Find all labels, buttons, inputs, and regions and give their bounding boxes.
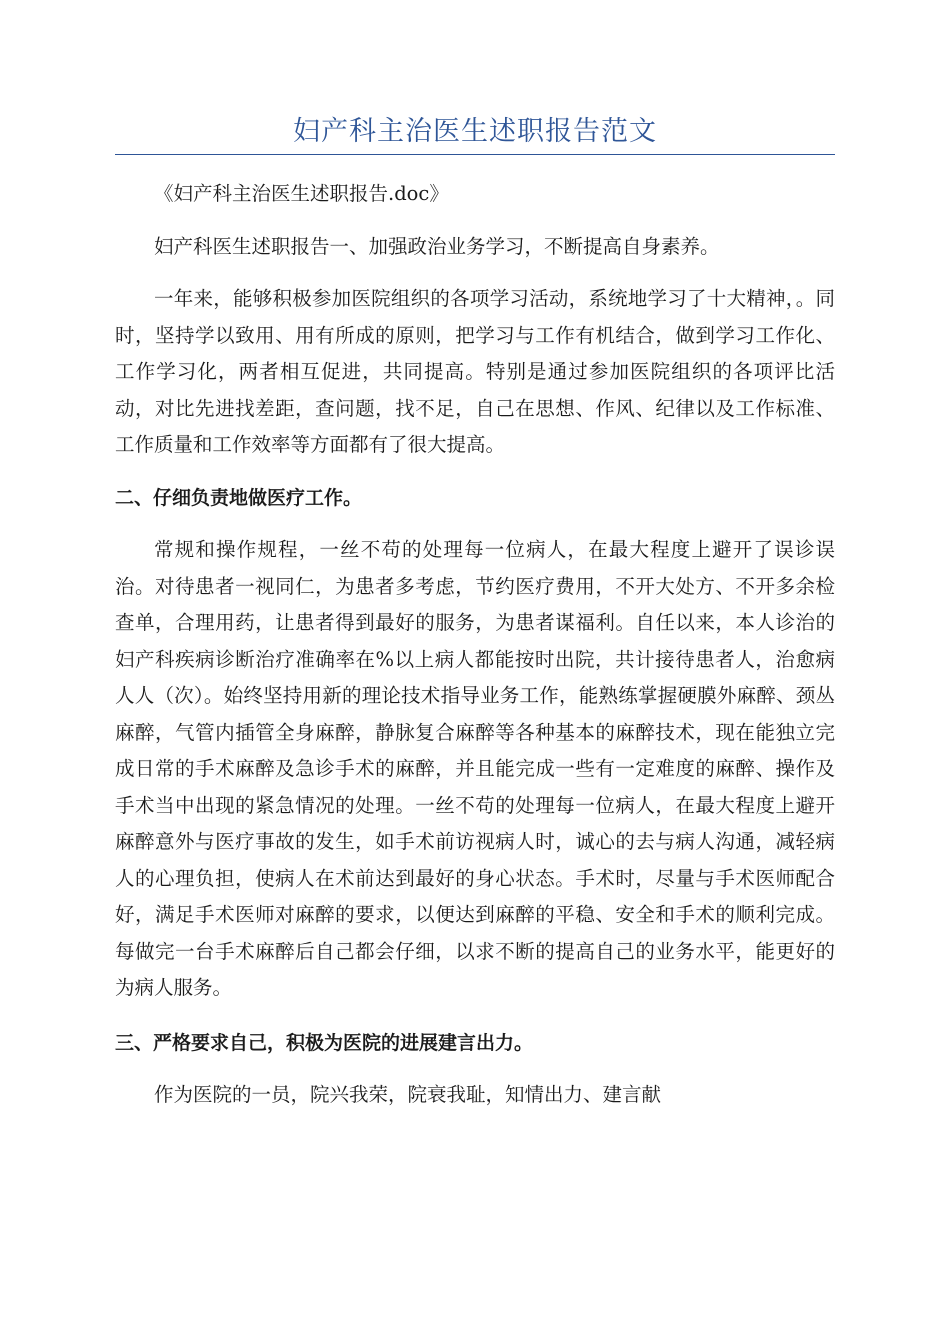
document-title: 妇产科主治医生述职报告范文 [293,116,657,147]
section-heading-medical-work: 二、仔细负责地做医疗工作。 [115,486,363,509]
intro-paragraph: 妇产科医生述职报告一、加强政治业务学习，不断提高自身素养。 [154,234,720,258]
paragraph-medical-work: 常规和操作规程，一丝不苟的处理每一位病人，在最大程度上避开了误诊误治。对待患者一视同仁，为患者多考虑，节约医疗费用，不开大处方、不开多余检查单，合理用药，让患者得到最好的服务，为患者谋福利。自任以来，本人诊治的妇产科疾病诊断治疗准确率在%以上病人都能按时出院，共计接待患者人，治愈病人人（次）。始终坚持用新的理论技术指导业务工作，能熟练掌握硬膜外麻醉、颈丛麻醉，气管内插管全身麻醉，静脉复合麻醉等各种基本的麻醉技术，现在能独立完成日常的手术麻醉及急诊手术的麻醉，并且能完成一些有一定难度的麻醉、操作及手术当中出现的紧急情况的处理。一丝不苟的处理每一位病人，在最大程度上避开麻醉意外与医疗事故的发生，如手术前访视病人时，诚心的去与病人沟通，减轻病人的心理负担，使病人在术前达到最好的身心状态。手术时，尽量与手术医师配合好，满足手术医师对麻醉的要求，以便达到麻醉的平稳、安全和手术的顺利完成。每做完一台手术麻醉后自己都会仔细，以求不断的提高自己的业务水平，能更好的为病人服务。 [115,538,835,999]
title-underline [115,154,835,155]
paragraph-study: 一年来，能够积极参加医院组织的各项学习活动，系统地学习了十大精神，。同时，坚持学以致用、用有所成的原则，把学习与工作有机结合，做到学习工作化、工作学习化，两者相互促进，共同提高。特别是通过参加医院组织的各项评比活动，对比先进找差距，查问题，找不足，自己在思想、作风、纪律以及工作标准、工作质量和工作效率等方面都有了很大提高。 [115,287,835,456]
section-heading-hospital-development: 三、严格要求自己，积极为医院的进展建言出力。 [115,1031,534,1054]
document-body [115,176,835,1130]
filename-line: 《妇产科主治医生述职报告.doc》 [154,182,449,205]
paragraph-hospital-development: 作为医院的一员，院兴我荣，院衰我耻，知情出力、建言献 [154,1083,662,1106]
